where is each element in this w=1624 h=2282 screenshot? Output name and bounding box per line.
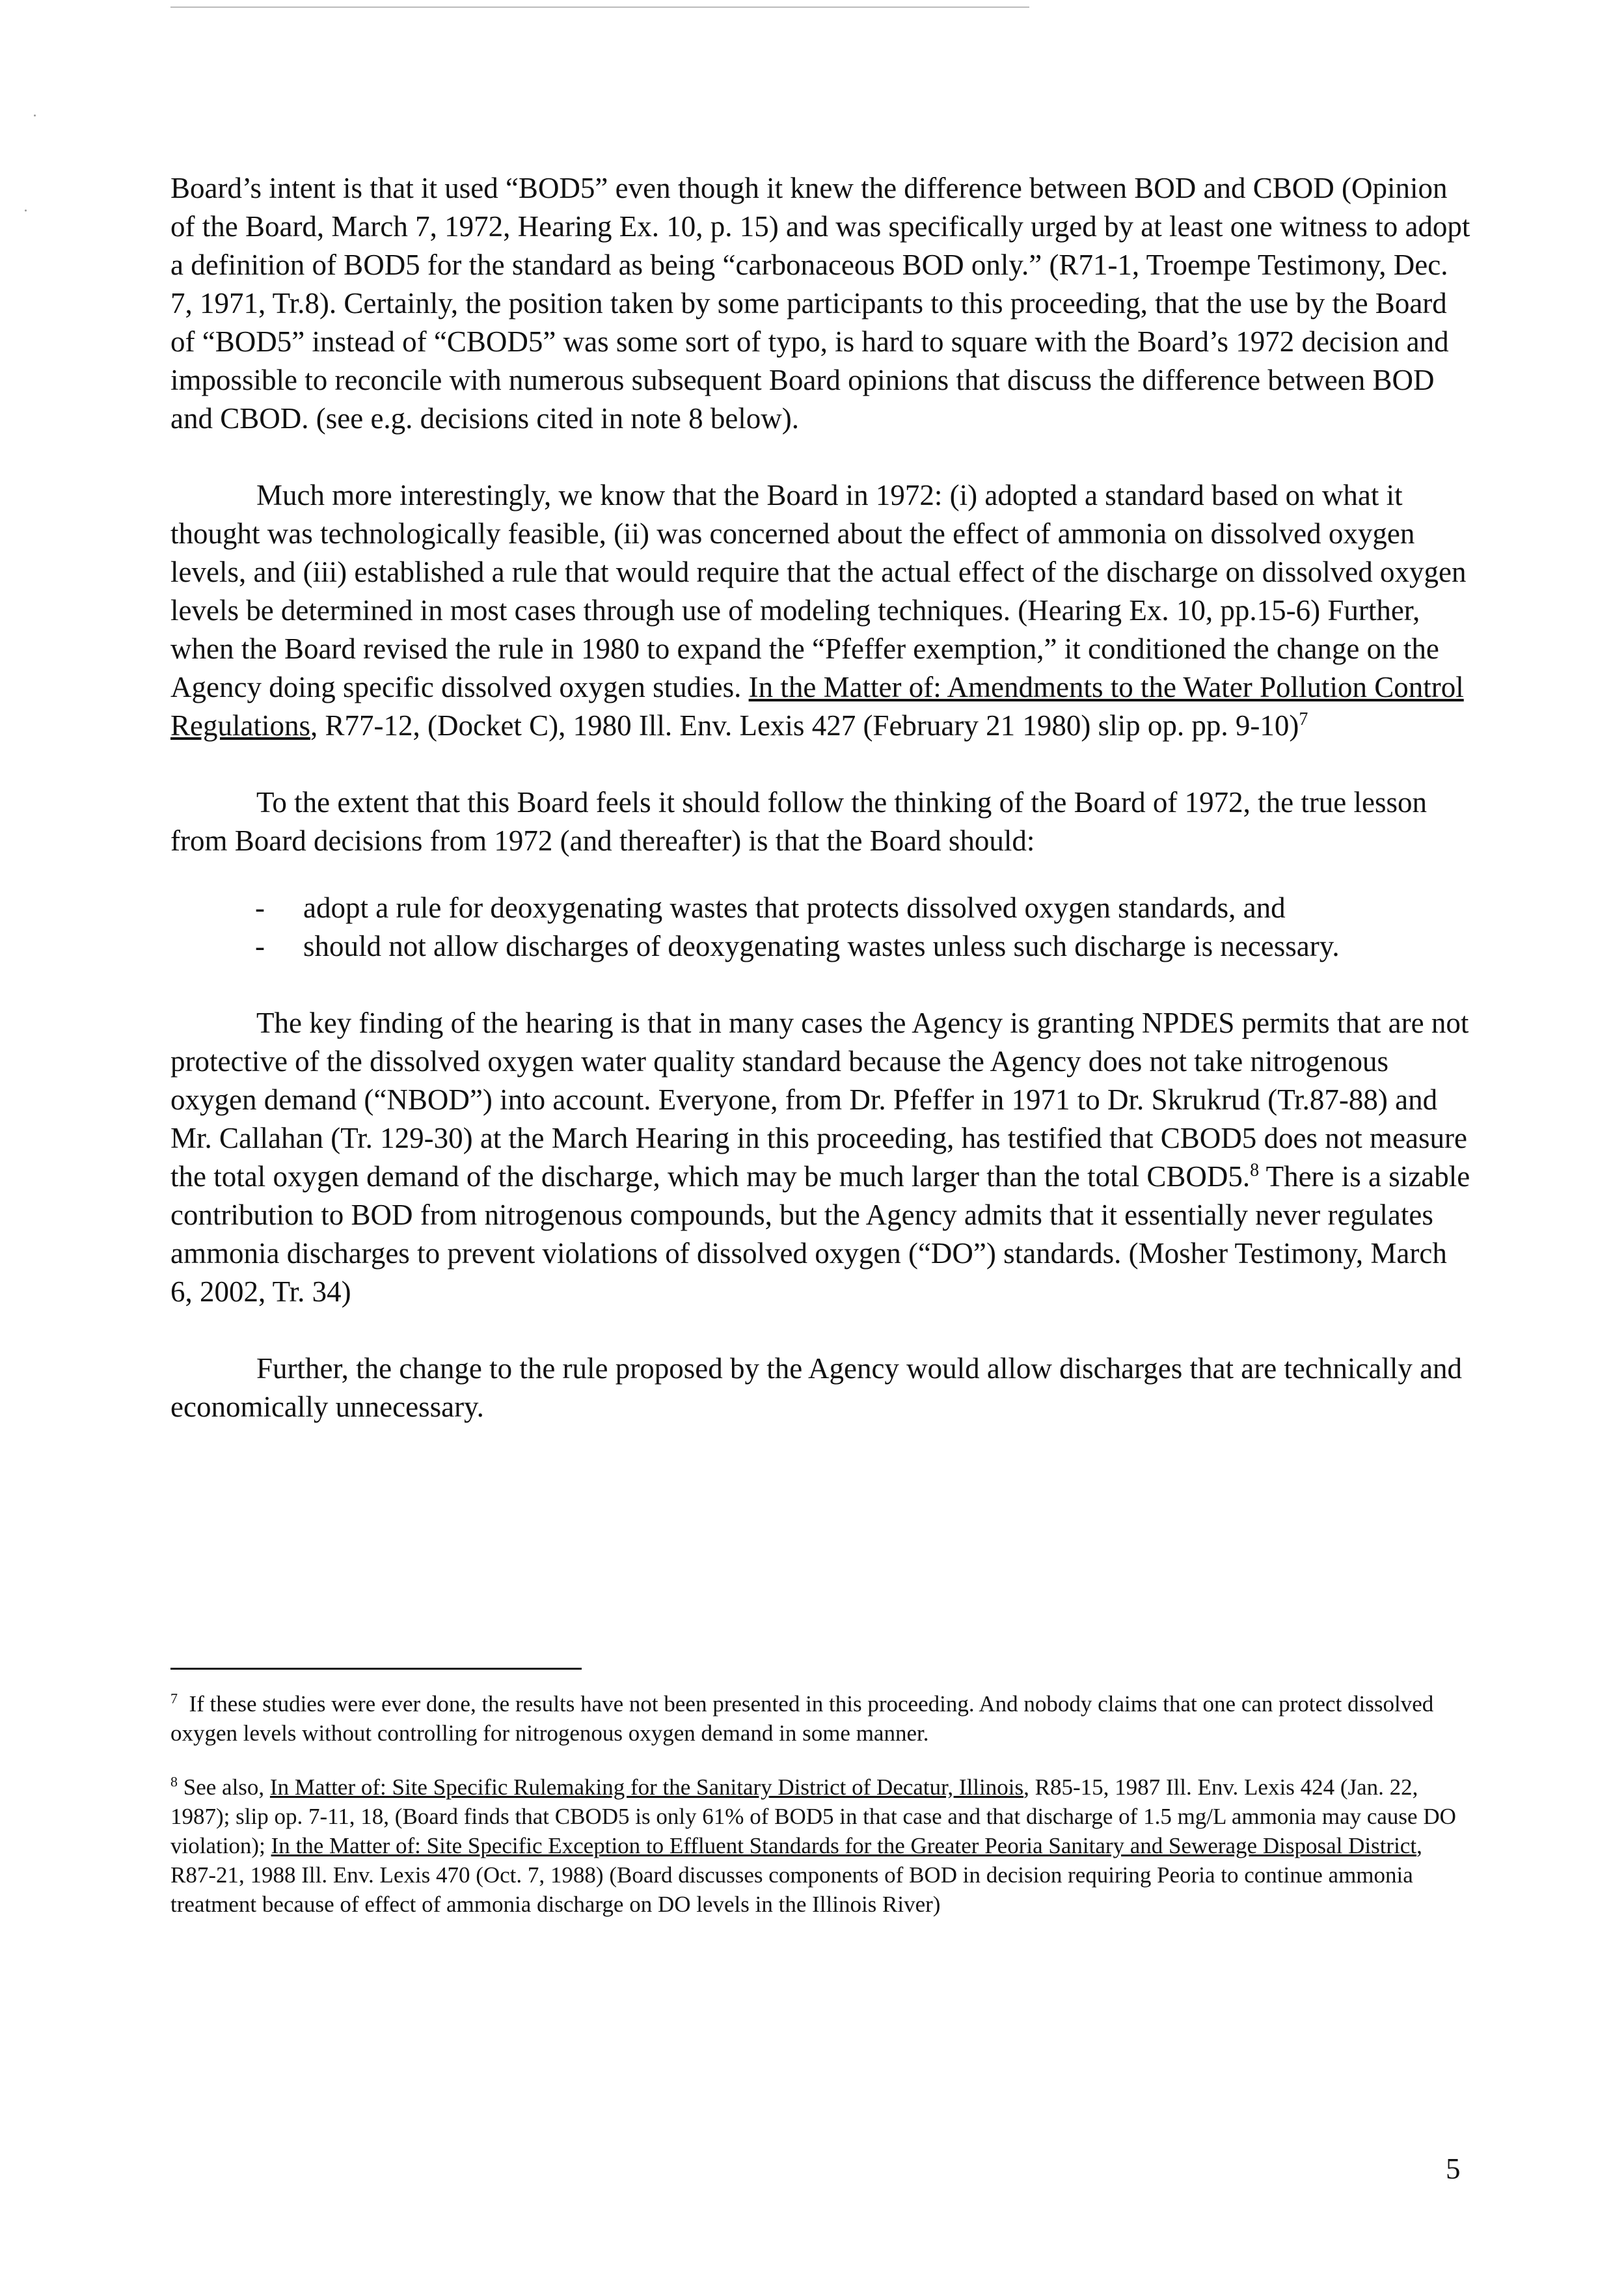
case-citation-peoria: In the Matter of: Site Specific Exception to Effluent Standards for the Greater Peoria Sanitary and Sewerage Disposal District xyxy=(271,1833,1417,1858)
footnote-mark-7: 7 xyxy=(170,1690,178,1707)
footnote-mark-8: 8 xyxy=(170,1773,178,1790)
case-citation-1980: In the Matter of: Amendments to the Water Pollution Control Regulations xyxy=(170,671,1464,742)
paragraph-4-continuation: There is a sizable contribution to BOD from nitrogenous compounds, but the Agency admits that it essentially never regulates ammonia discharges to prevent violations of dissolved oxygen (“DO”) standards. (Mosher Testimony, March 6, 2002, Tr. 34) xyxy=(170,1160,1470,1308)
footnote-separator xyxy=(170,1668,582,1670)
paragraph-5: Further, the change to the rule proposed by the Agency would allow discharges that are technically and economically unnecessary. xyxy=(170,1352,1463,1423)
footnote-8 xyxy=(170,1773,1470,1919)
body-text xyxy=(170,169,1470,1465)
bullet-dash: - xyxy=(255,891,265,924)
footnotes xyxy=(170,1689,1470,1944)
bullet-list xyxy=(170,889,1470,966)
bullet-text: should not allow discharges of deoxygenating wastes unless such discharge is necessary. xyxy=(303,930,1340,962)
paragraph-1: Board’s intent is that it used “BOD5” even though it knew the difference between BOD and CBOD (Opinion of the Board, March 7, 1972, Hearing Ex. 10, p. 15) and was specifically urged by at least one witness to adopt a definition of BOD5 for the standard as being “carbonaceous BOD only.” (R71-1, Troempe Testimony, Dec. 7, 1971, Tr.8). Certainly, the position taken by some participants to this proceeding, that the use by the Board of “BOD5” instead of “CBOD5” was some sort of typo, is hard to square with the Board’s 1972 decision and impossible to reconcile with numerous subsequent Board opinions that discuss the difference between BOD and CBOD. (see e.g. decisions cited in note 8 below). xyxy=(170,172,1470,435)
paragraph-4 xyxy=(170,1004,1470,1311)
paragraph-2 xyxy=(170,476,1470,745)
bullet-text: adopt a rule for deoxygenating wastes that protects dissolved oxygen standards, and xyxy=(303,891,1286,924)
footnote-8-text-2: , R87-21, 1988 Ill. Env. Lexis 470 (Oct. 7, 1988) (Board discusses components of BOD in decision requiring Peoria to continue ammonia treatment because of effect of ammonia discharge on DO levels in the Illinois River) xyxy=(170,1833,1422,1917)
footnote-ref-7: 7 xyxy=(1299,709,1308,729)
scan-speck xyxy=(25,210,27,211)
footnote-ref-8: 8 xyxy=(1250,1160,1260,1180)
page-number: 5 xyxy=(1446,2153,1461,2185)
bullet-dash: - xyxy=(255,930,265,962)
paragraph-2-text: Much more interestingly, we know that the Board in 1972: (i) adopted a standard based on what it thought was technologically feasible, (ii) was concerned about the effect of ammonia on dissolved oxygen levels, and (iii) established a rule that would require that the actual effect of the discharge on dissolved oxygen levels be determined in most cases through use of modeling techniques. (Hearing Ex. 10, pp.15-6) Further, when the Board revised the rule in 1980 to expand the “Pfeffer exemption,” it conditioned the change on the Agency doing specific dissolved oxygen studies. xyxy=(170,479,1467,703)
scan-speck xyxy=(34,115,36,116)
bullet-item xyxy=(170,927,1470,966)
footnote-7-text: If these studies were ever done, the results have not been presented in this proceeding. And nobody claims that one can protect dissolved oxygen levels without controlling for nitrogenous oxygen demand in some manner. xyxy=(170,1691,1434,1746)
paragraph-4-text: The key finding of the hearing is that in many cases the Agency is granting NPDES permits that are not protective of the dissolved oxygen water quality standard because the Agency does not take nitrogenous oxygen demand (“NBOD”) into account. Everyone, from Dr. Pfeffer in 1971 to Dr. Skrukrud (Tr.87-88) and Mr. Callahan (Tr. 129-30) at the March Hearing in this proceeding, has testified that CBOD5 does not measure the total oxygen demand of the discharge, which may be much larger than the total CBOD5. xyxy=(170,1007,1469,1193)
footnote-8-text-1: , R85-15, 1987 Ill. Env. Lexis 424 (Jan. 22, 1987); slip op. 7-11, 18, (Board finds that CBOD5 is only 61% of BOD5 in that case and that discharge of 1.5 mg/L ammonia may cause DO violation); xyxy=(170,1774,1456,1858)
case-citation-decatur: In Matter of: Site Specific Rulemaking for the Sanitary District of Decatur, Illinois xyxy=(269,1774,1024,1800)
paragraph-3: To the extent that this Board feels it should follow the thinking of the Board of 1972, the true lesson from Board decisions from 1972 (and thereafter) is that the Board should: xyxy=(170,786,1428,857)
scan-top-rule xyxy=(170,7,1029,8)
bullet-item xyxy=(170,889,1470,927)
citation-1980-rest: , R77-12, (Docket C), 1980 Ill. Env. Lexis 427 (February 21 1980) slip op. pp. 9-10) xyxy=(310,709,1299,742)
footnote-7 xyxy=(170,1689,1470,1748)
footnote-8-lead: See also, xyxy=(183,1774,270,1800)
